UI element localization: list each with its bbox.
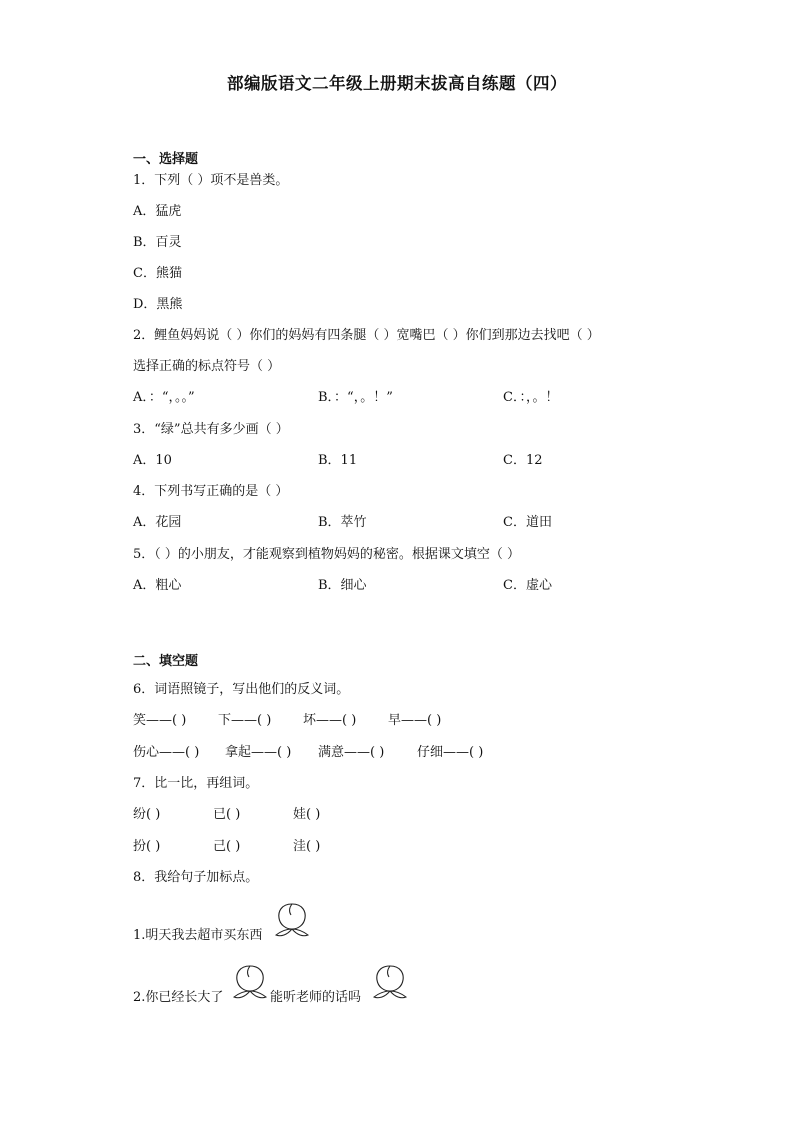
question-8-stem: 8．我给句子加标点。 — [133, 870, 259, 885]
word-group-blank: 娃( ) — [293, 807, 321, 822]
question-5-stem: 5．（ ）的小朋友，才能观察到植物妈妈的秘密。根据课文填空（ ） — [133, 547, 521, 562]
question-5-option-c: C．虚心 — [503, 578, 552, 593]
question-5-option-b: B．细心 — [318, 578, 367, 593]
question-4-option-b: B．萃竹 — [318, 515, 367, 530]
word-group-blank: 扮( ) — [133, 839, 161, 854]
word-group-blank: 纷( ) — [133, 807, 161, 822]
question-2-option-a: A．：“，。。” — [133, 390, 195, 405]
question-4-stem: 4．下列书写正确的是（ ） — [133, 484, 289, 499]
question-6-stem: 6．词语照镜子，写出他们的反义词。 — [133, 682, 350, 697]
section-heading-fill: 二、填空题 — [133, 654, 199, 669]
antonym-blank: 拿起——( ) — [225, 745, 292, 760]
antonym-blank: 坏——( ) — [303, 713, 357, 728]
antonym-blank: 仔细——( ) — [417, 745, 484, 760]
word-group-blank: 已( ) — [213, 807, 241, 822]
question-1-option-d: D．黑熊 — [133, 297, 183, 312]
question-4-option-a: A．花园 — [133, 515, 182, 530]
punctuation-sentence-1: 1.明天我去超市买东西 — [133, 928, 263, 943]
antonym-blank: 早——( ) — [388, 713, 442, 728]
question-2-option-b: B．：“，。！” — [318, 390, 393, 405]
question-4-option-c: C．道田 — [503, 515, 552, 530]
peach-icon — [230, 960, 270, 1002]
question-3-option-c: C．12 — [503, 453, 543, 468]
punctuation-sentence-2-part-2: 能听老师的话吗 — [270, 990, 362, 1005]
question-5-option-a: A．粗心 — [133, 578, 182, 593]
question-3-option-a: A．10 — [133, 453, 172, 468]
word-group-blank: 洼( ) — [293, 839, 321, 854]
punctuation-sentence-2-part-1: 2.你已经长大了 — [133, 990, 224, 1005]
antonym-blank: 笑——( ) — [133, 713, 187, 728]
question-7-stem: 7．比一比，再组词。 — [133, 776, 259, 791]
question-3-option-b: B．11 — [318, 453, 358, 468]
peach-icon — [272, 898, 312, 940]
question-3-stem: 3．“绿”总共有多少画（ ） — [133, 422, 289, 437]
question-2-stem-line2: 选择正确的标点符号（ ） — [133, 359, 281, 374]
page-title: 部编版语文二年级上册期末拔高自练题（四） — [227, 74, 567, 93]
question-2-option-c: C．：，。！ — [503, 390, 559, 405]
antonym-blank: 下——( ) — [218, 713, 272, 728]
question-1-option-a: A．猛虎 — [133, 204, 182, 219]
word-group-blank: 己( ) — [213, 839, 241, 854]
question-1-stem: 1．下列（ ）项不是兽类。 — [133, 173, 289, 188]
antonym-blank: 伤心——( ) — [133, 745, 200, 760]
antonym-blank: 满意——( ) — [318, 745, 385, 760]
question-1-option-c: C．熊猫 — [133, 266, 182, 281]
question-2-stem: 2．鲤鱼妈妈说（ ）你们的妈妈有四条腿（ ）宽嘴巴（ ）你们到那边去找吧（ ） — [133, 328, 600, 343]
section-heading-choice: 一、选择题 — [133, 152, 199, 167]
question-1-option-b: B．百灵 — [133, 235, 182, 250]
peach-icon — [370, 960, 410, 1002]
